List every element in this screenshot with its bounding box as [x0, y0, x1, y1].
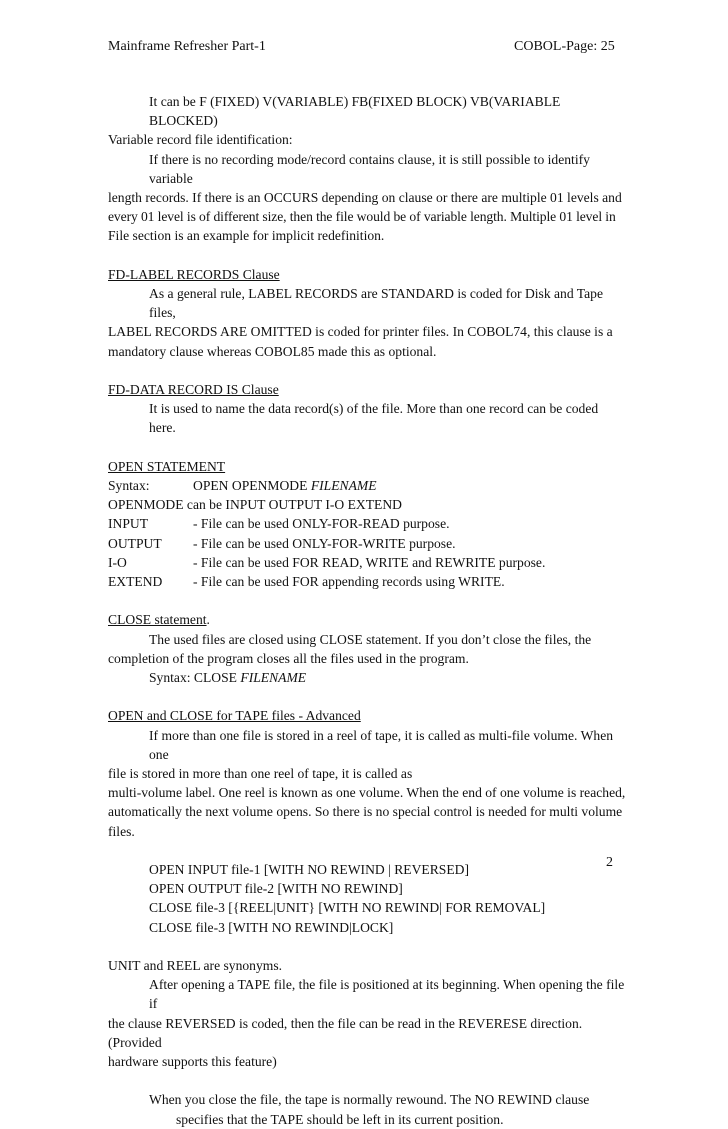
open-modes-line: OPENMODE can be INPUT OUTPUT I-O EXTEND [108, 497, 402, 513]
close-statement-line: completion of the program closes all the files used in the program. [108, 650, 469, 666]
header-page-label: COBOL-Page: 25 [514, 39, 615, 54]
syntax-filename: FILENAME [310, 478, 377, 494]
unit-reel-line: UNIT and REEL are synonyms. [108, 958, 283, 974]
tape-files-line: file is stored in more than one reel of tape, it is called as [108, 766, 413, 782]
open-mode-name: OUTPUT [108, 535, 162, 551]
open-mode-desc: - File can be used FOR READ, WRITE and REWRITE purpose. [193, 554, 546, 570]
open-mode-name: INPUT [108, 516, 149, 532]
tape-after-line: hardware supports this feature) [108, 1054, 277, 1070]
label-records-heading: FD-LABEL RECORDS Clause [108, 266, 280, 282]
label-records-line: As a general rule, LABEL RECORDS are STANDARD is coded for Disk and Tape files, [149, 286, 604, 321]
tape-files-line: If more than one file is stored in a reel of tape, it is called as multi-file volume. When one [149, 727, 614, 762]
close-syntax-line [108, 668, 628, 687]
tape-files-line: multi-volume label. One reel is known as one volume. When the end of one volume is reached, [108, 785, 626, 801]
tape-code-line: OPEN OUTPUT file-2 [WITH NO REWIND] [149, 881, 403, 897]
tape-files-line: automatically the next volume opens. So there is no special control is needed for multi volume [108, 804, 623, 820]
tape-code-line: CLOSE file-3 [{REEL|UNIT} [WITH NO REWIND| FOR REMOVAL] [149, 900, 546, 916]
recording-mode-line: It can be F (FIXED) V(VARIABLE) FB(FIXED BLOCK) VB(VARIABLE BLOCKED) [149, 94, 561, 129]
label-records-line: mandatory clause whereas COBOL85 made this as optional. [108, 343, 437, 359]
recording-mode-line: File section is an example for implicit redefinition. [108, 228, 385, 244]
header-title: Mainframe Refresher Part-1 [108, 39, 266, 54]
recording-mode-line: Variable record file identification: [108, 132, 293, 148]
page-body [108, 92, 628, 1129]
open-mode-row [108, 553, 628, 572]
open-mode-desc: - File can be used ONLY-FOR-READ purpose. [193, 516, 450, 532]
tape-after-line: the clause REVERSED is coded, then the file can be read in the REVERESE direction. (Provided [108, 1015, 583, 1050]
open-statement-heading: OPEN STATEMENT [108, 458, 226, 474]
open-mode-row [108, 534, 628, 553]
data-record-line: It is used to name the data record(s) of the file. More than one record can be coded here. [149, 401, 599, 436]
tape-after-line: After opening a TAPE file, the file is positioned at its beginning. When opening the file if [149, 977, 625, 1012]
recording-mode-line: If there is no recording mode/record contains clause, it is still possible to identify variable [149, 151, 590, 186]
tape-close-line: specifies that the TAPE should be left in its current position. [176, 1111, 504, 1127]
open-mode-name: EXTEND [108, 574, 163, 590]
open-mode-name: I-O [108, 554, 127, 570]
close-statement-heading: CLOSE statement [108, 612, 207, 628]
page-number: 2 [606, 855, 613, 870]
tape-code-line: CLOSE file-3 [WITH NO REWIND|LOCK] [149, 919, 394, 935]
tape-code-line: OPEN INPUT file-1 [WITH NO REWIND | REVERSED] [149, 862, 469, 878]
label-records-line: LABEL RECORDS ARE OMITTED is coded for printer files. In COBOL74, this clause is a [108, 324, 613, 340]
close-syntax-filename: FILENAME [240, 670, 307, 686]
data-record-heading: FD-DATA RECORD IS Clause [108, 382, 279, 398]
close-syntax-label: Syntax: CLOSE [149, 670, 241, 686]
close-statement-line: The used files are closed using CLOSE statement. If you don’t close the files, the [149, 631, 592, 647]
syntax-value: OPEN OPENMODE [193, 478, 311, 494]
open-mode-desc: - File can be used ONLY-FOR-WRITE purpose. [193, 535, 456, 551]
tape-files-line: files. [108, 823, 135, 839]
recording-mode-line: every 01 level is of different size, then the file would be of variable length. Multiple 01 level in [108, 209, 616, 225]
recording-mode-line: length records. If there is an OCCURS depending on clause or there are multiple 01 levels and [108, 190, 622, 206]
tape-close-line: When you close the file, the tape is normally rewound. The NO REWIND clause [149, 1092, 590, 1108]
syntax-label: Syntax: [108, 478, 150, 494]
close-heading-period: . [206, 612, 210, 628]
open-mode-desc: - File can be used FOR appending records using WRITE. [193, 574, 505, 590]
open-mode-row [108, 514, 628, 533]
open-mode-row [108, 572, 628, 591]
tape-files-heading: OPEN and CLOSE for TAPE files - Advanced [108, 708, 361, 724]
open-syntax-line [108, 476, 628, 495]
